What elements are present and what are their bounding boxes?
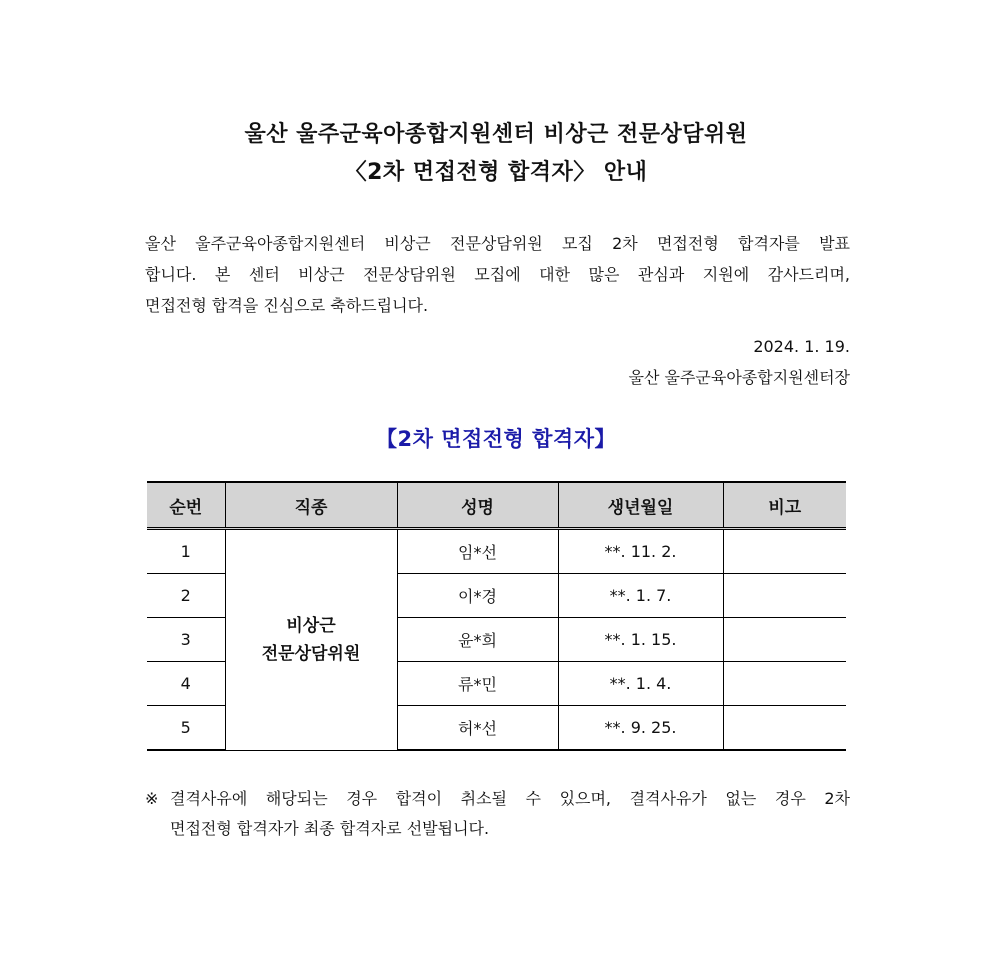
row-birth: **. 9. 25. xyxy=(558,706,723,751)
announcement-date: 2024. 1. 19. xyxy=(753,337,850,356)
row-no: 3 xyxy=(147,618,225,662)
row-birth: **. 11. 2. xyxy=(558,529,723,574)
row-name: 윤*희 xyxy=(397,618,558,662)
row-no: 4 xyxy=(147,662,225,706)
signature: 울산 울주군육아종합지원센터장 xyxy=(628,368,850,387)
results-table xyxy=(147,481,846,751)
footnote-line-2: 면접전형 합격자가 최종 합격자로 선발됩니다. xyxy=(170,819,490,838)
row-name: 이*경 xyxy=(397,574,558,618)
header-no: 순번 xyxy=(147,482,225,529)
intro-paragraph xyxy=(145,228,850,321)
row-name: 허*선 xyxy=(397,706,558,751)
header-job: 직종 xyxy=(225,482,397,529)
row-note xyxy=(723,706,846,751)
row-no: 1 xyxy=(147,529,225,574)
row-name: 류*민 xyxy=(397,662,558,706)
header-name: 성명 xyxy=(397,482,558,529)
row-birth: **. 1. 7. xyxy=(558,574,723,618)
job-type-cell xyxy=(225,529,397,751)
table-header-row xyxy=(147,482,846,529)
table-row xyxy=(147,529,846,574)
intro-line-3: 면접전형 합격을 진심으로 축하드립니다. xyxy=(145,296,429,315)
footnote xyxy=(145,784,850,844)
intro-line-1: 울산 울주군육아종합지원센터 비상근 전문상담위원 모집 2차 면접전형 합격자를 발표 xyxy=(145,234,850,253)
row-note xyxy=(723,618,846,662)
job-type-line1: 비상근 xyxy=(286,615,336,636)
document-title-line2: 〈2차 면접전형 합격자〉 안내 xyxy=(344,160,648,185)
row-birth: **. 1. 15. xyxy=(558,618,723,662)
row-note xyxy=(723,529,846,574)
row-name: 임*선 xyxy=(397,529,558,574)
header-birth: 생년월일 xyxy=(558,482,723,529)
row-no: 5 xyxy=(147,706,225,751)
footnote-line-1: 결격사유에 해당되는 경우 합격이 취소될 수 있으며, 결격사유가 없는 경우 2차 xyxy=(170,789,850,808)
header-note: 비고 xyxy=(723,482,846,529)
row-note xyxy=(723,662,846,706)
row-note xyxy=(723,574,846,618)
table-title: 【2차 면접전형 합격자】 xyxy=(375,427,617,451)
row-birth: **. 1. 4. xyxy=(558,662,723,706)
document-title-line1: 울산 울주군육아종합지원센터 비상근 전문상담위원 xyxy=(244,122,748,147)
row-no: 2 xyxy=(147,574,225,618)
job-type-line2: 전문상담위원 xyxy=(261,643,361,664)
footnote-mark: ※ xyxy=(145,789,159,808)
intro-line-2: 합니다. 본 센터 비상근 전문상담위원 모집에 대한 많은 관심과 지원에 감사드리며, xyxy=(145,265,850,284)
